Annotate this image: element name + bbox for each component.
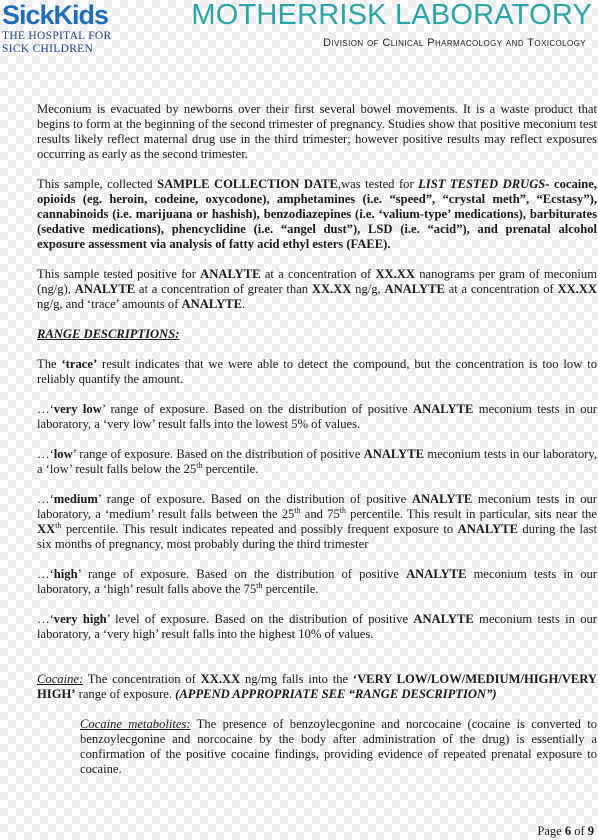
text: ng/mg falls into the bbox=[240, 672, 353, 686]
text: percentile. This result in particular, sits near the bbox=[345, 507, 597, 521]
superscript: th bbox=[294, 505, 301, 515]
range-term: medium bbox=[53, 492, 98, 506]
text: ’ level of exposure. Based on the distribution of positive bbox=[106, 612, 414, 626]
logo-wordmark: SickKids bbox=[2, 0, 109, 30]
text: …‘ bbox=[37, 492, 54, 506]
analyte-placeholder: ANALYTE bbox=[411, 492, 473, 506]
logo-subtitle-line-2: SICK CHILDREN bbox=[2, 43, 94, 55]
value-placeholder: XX bbox=[37, 522, 56, 536]
paragraph-high bbox=[37, 567, 597, 597]
analyte-placeholder: ANALYTE bbox=[200, 267, 261, 281]
text: meconium tests in our laboratory, a ‘high’ result falls above the 75 bbox=[37, 567, 597, 596]
text: ’ range of exposure. Based on the distribution of positive bbox=[97, 492, 412, 506]
sickkids-logo bbox=[2, 0, 152, 56]
text: …‘ bbox=[37, 402, 54, 416]
range-term: high bbox=[53, 567, 78, 581]
text: during the last six months of pregnancy, most probably during the third trimester bbox=[37, 522, 597, 551]
paragraph-cocaine-metabolites bbox=[80, 717, 597, 777]
lab-title-part-1: MOTHER bbox=[191, 0, 319, 31]
range-options: ‘VERY LOW/LOW/MEDIUM/HIGH/VERY HIGH’ bbox=[37, 672, 597, 701]
division-subtitle: Division of Clinical Pharmacology and Toxicology bbox=[323, 37, 586, 49]
lab-title bbox=[191, 0, 592, 32]
analyte-placeholder: ANALYTE bbox=[457, 522, 519, 536]
text: The presence of benzoylecgonine and norcocaine (cocaine is converted to benzoylecgonine and norcocaine by the body after administration of the drug) is essentially a confirmation of the positive cocaine findings, providing evidence of repeated prenatal exposure to cocaine. bbox=[80, 717, 598, 776]
text: percentile. This result indicates repeated and possibly frequent exposure to bbox=[61, 522, 458, 536]
text: at a concentration of bbox=[260, 267, 376, 281]
range-term: ‘trace’ bbox=[61, 357, 98, 371]
text: …‘ bbox=[37, 567, 54, 581]
append-instruction: (APPEND APPROPRIATE SEE “RANGE DESCRIPTION”) bbox=[175, 687, 497, 701]
sample-date-placeholder: SAMPLE COLLECTION DATE bbox=[157, 177, 338, 191]
text: result indicates that we were able to detect the compound, but the concentration is too low to reliably quantify the amount. bbox=[37, 357, 597, 386]
range-descriptions-heading: RANGE DESCRIPTIONS: bbox=[37, 327, 180, 341]
text: ’ range of exposure. Based on the distribution of positive bbox=[77, 567, 407, 581]
paragraph-cocaine bbox=[37, 672, 597, 702]
paragraph-meconium-intro: Meconium is evacuated by newborns over their first several bowel movements. It is a waste product that begins to form at the beginning of the second trimester of pregnancy. Studies show that positive meconium test results likely reflect maternal drug use in the third trimester; however positive results may reflect exposures occurring as early as the second trimester. bbox=[37, 102, 597, 161]
text: ’ range of exposure. Based on the distribution of positive bbox=[72, 447, 364, 461]
text: ,was tested for bbox=[337, 177, 419, 191]
text: This sample tested positive for bbox=[37, 267, 201, 281]
superscript: th bbox=[256, 580, 263, 590]
cocaine-label: Cocaine: bbox=[37, 672, 84, 686]
value-placeholder: XX.XX bbox=[375, 267, 415, 281]
value-placeholder: XX.XX bbox=[557, 282, 597, 296]
tested-drugs-placeholder: LIST TESTED DRUGS bbox=[418, 177, 546, 191]
range-term: very low bbox=[53, 402, 102, 416]
text: meconium tests in our laboratory, a ‘very low’ result falls into the lowest 5% of values. bbox=[37, 402, 598, 431]
paragraph-low bbox=[37, 447, 597, 477]
text: nanograms per gram of meconium (ng/g), bbox=[37, 267, 597, 296]
lab-title-part-2: RISK LABORATORY bbox=[318, 0, 592, 31]
text: This sample, collected bbox=[37, 177, 158, 191]
text: Page bbox=[537, 824, 565, 838]
text: range of exposure. bbox=[75, 687, 176, 701]
text: of bbox=[571, 824, 588, 838]
superscript: th bbox=[339, 505, 346, 515]
analyte-placeholder: ANALYTE bbox=[406, 567, 467, 581]
current-page: 6 bbox=[564, 824, 572, 838]
value-placeholder: XX.XX bbox=[311, 282, 352, 296]
superscript: th bbox=[55, 520, 62, 530]
text: meconium tests in our laboratory, a ‘very high’ result falls into the highest 10% of values. bbox=[37, 612, 597, 641]
document-body bbox=[37, 102, 597, 792]
paragraph-medium bbox=[37, 492, 597, 552]
paragraph-positive-results bbox=[37, 267, 597, 312]
letterhead bbox=[0, 0, 598, 70]
text: and 75 bbox=[300, 507, 340, 521]
analyte-placeholder: ANALYTE bbox=[413, 612, 474, 626]
analyte-placeholder: ANALYTE bbox=[412, 402, 474, 416]
paragraph-very-high bbox=[37, 612, 597, 642]
text: ng/g, and ‘trace’ amounts of bbox=[37, 297, 182, 311]
page-number bbox=[537, 824, 594, 839]
analyte-placeholder: ANALYTE bbox=[181, 297, 242, 311]
analyte-placeholder: ANALYTE bbox=[363, 447, 425, 461]
text: The bbox=[37, 357, 62, 371]
range-term: very high bbox=[53, 612, 107, 626]
text: ng/g, bbox=[351, 282, 385, 296]
total-pages: 9 bbox=[587, 824, 594, 838]
analyte-placeholder: ANALYTE bbox=[384, 282, 445, 296]
text: at a concentration of bbox=[444, 282, 558, 296]
paragraph-sample-tested bbox=[37, 177, 597, 252]
paragraph-very-low bbox=[37, 402, 597, 432]
text: meconium tests in our laboratory, a ‘low’ result falls below the 25 bbox=[37, 447, 597, 476]
logo-subtitle-line-1: THE HOSPITAL FOR bbox=[2, 30, 112, 42]
range-term: low bbox=[53, 447, 73, 461]
text: The concentration of bbox=[83, 672, 201, 686]
text: ’ range of exposure. Based on the distribution of positive bbox=[101, 402, 413, 416]
text: …‘ bbox=[37, 447, 54, 461]
text: percentile. bbox=[202, 462, 259, 476]
text: …‘ bbox=[37, 612, 54, 626]
metabolites-label: Cocaine metabolites: bbox=[80, 717, 191, 731]
value-placeholder: XX.XX bbox=[200, 672, 241, 686]
text: percentile. bbox=[262, 582, 319, 596]
superscript: th bbox=[196, 460, 203, 470]
text: at a concentration of greater than bbox=[135, 282, 312, 296]
paragraph-trace bbox=[37, 357, 597, 387]
text: . bbox=[241, 297, 246, 311]
text: meconium tests in our laboratory, a ‘medium’ result falls between the 25 bbox=[37, 492, 597, 521]
tested-drugs-list: - cocaine, opioids (eg. heroin, codeine, oxycodone), amphetamines (i.e. “speed”, “crystal meth”, “Ecstasy”), cannabinoids (i.e. marijuana or hashish), benzodiazepines (i.e. ‘valium-type’ medications), barbiturates (sedative medications), phencyclidine (i.e. “angel dust”), LSD (i.e. “acid”), and prenatal alcohol exposure assessment via analysis of fatty acid ethyl esters (FAEE). bbox=[37, 177, 597, 251]
analyte-placeholder: ANALYTE bbox=[74, 282, 136, 296]
